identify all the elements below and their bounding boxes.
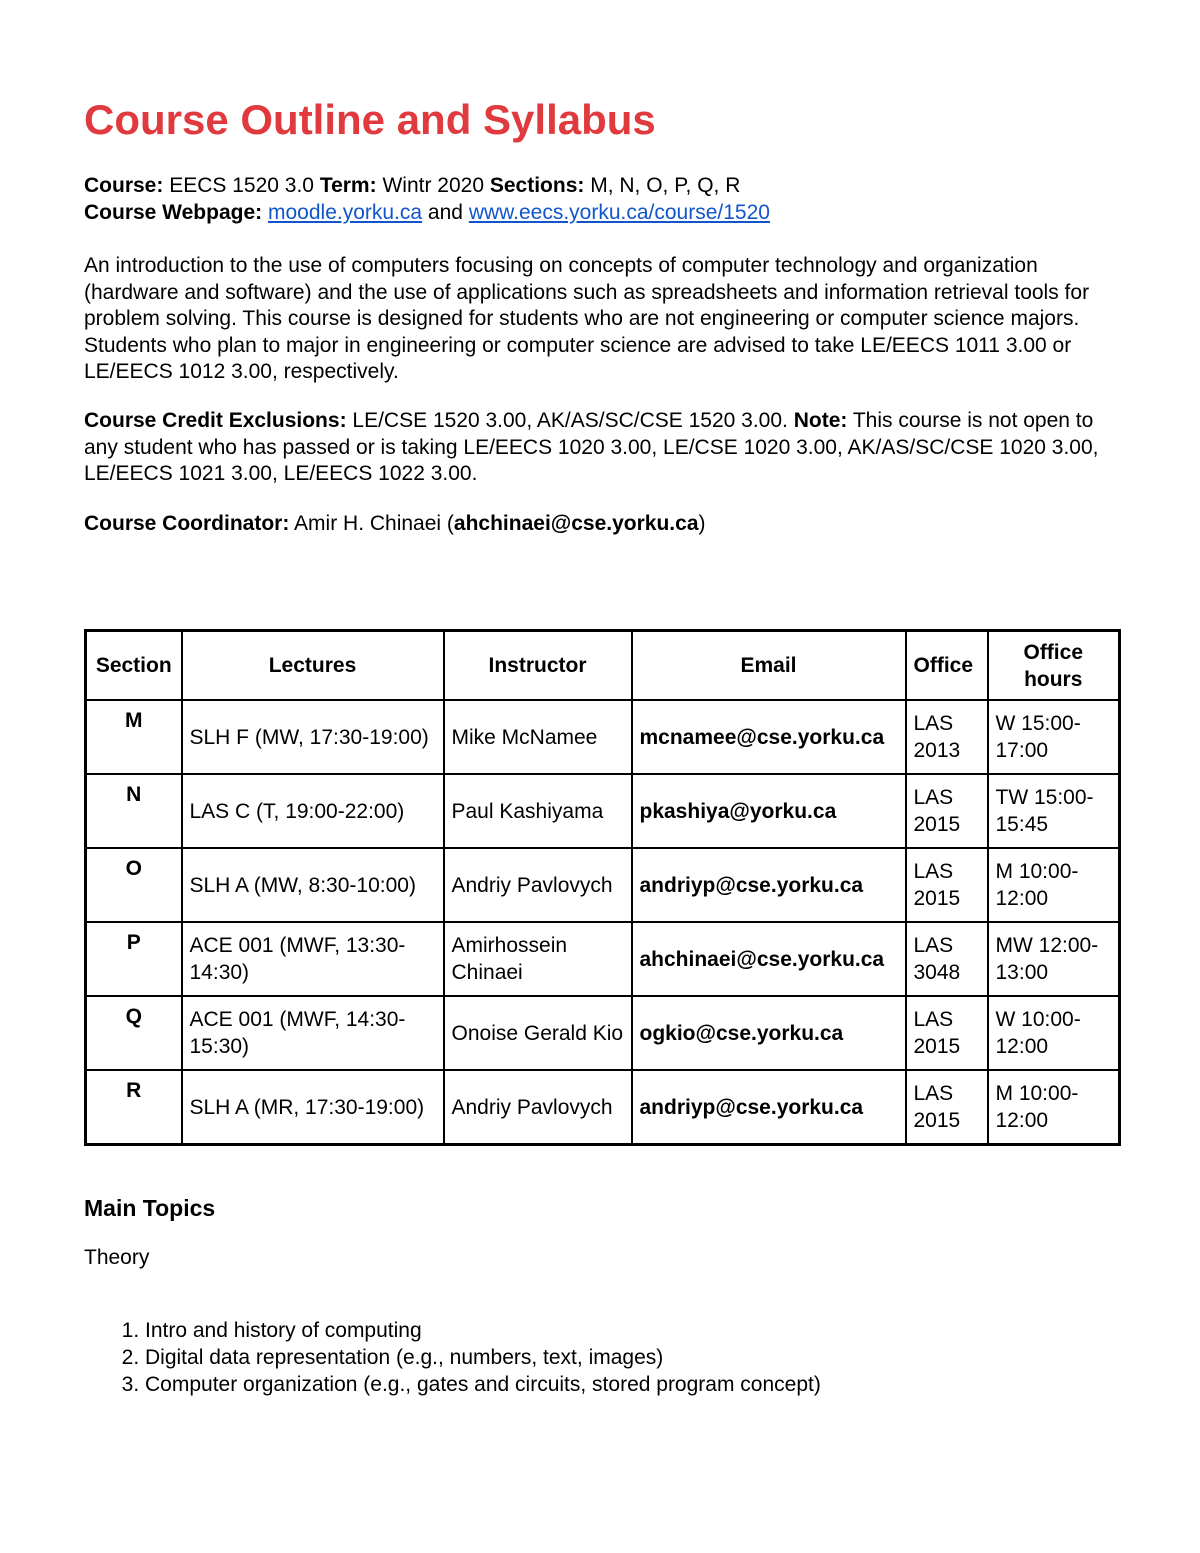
cell-instructor: Andriy Pavlovych bbox=[444, 848, 632, 922]
table-row bbox=[86, 922, 1120, 996]
list-item: 2. Digital data representation (e.g., numbers, text, images) bbox=[145, 1344, 821, 1371]
coordinator-name: Amir H. Chinaei ( bbox=[294, 512, 454, 535]
cell-office: LAS 2015 bbox=[906, 774, 988, 848]
list-item: 3. Computer organization (e.g., gates and circuits, stored program concept) bbox=[145, 1371, 821, 1398]
table-row bbox=[86, 1070, 1120, 1145]
cell-email: andriyp@cse.yorku.ca bbox=[632, 848, 906, 922]
course-info-line bbox=[84, 172, 770, 199]
cell-lectures: SLH A (MR, 17:30-19:00) bbox=[182, 1070, 444, 1145]
main-topics-heading: Main Topics bbox=[84, 1195, 216, 1221]
table-row bbox=[86, 774, 1120, 848]
cell-email: ahchinaei@cse.yorku.ca bbox=[632, 922, 906, 996]
coordinator-email: ahchinaei@cse.yorku.ca bbox=[453, 512, 699, 535]
cell-instructor: Andriy Pavlovych bbox=[444, 1070, 632, 1145]
cell-section: P bbox=[86, 922, 182, 996]
cell-office-hours: W 15:00-17:00 bbox=[988, 700, 1120, 774]
header-instructor: Instructor bbox=[444, 631, 632, 701]
exclusions-value: LE/CSE 1520 3.00, AK/AS/SC/CSE 1520 3.00. bbox=[352, 409, 788, 432]
credit-exclusions bbox=[84, 408, 1118, 488]
cell-office-hours: M 10:00-12:00 bbox=[988, 848, 1120, 922]
course-description: An introduction to the use of computers focusing on concepts of computer technology and organization (hardware and software) and the use of applications such as spreadsheets and information retrieval tools for problem solving. This course is designed for students who are not engineering or computer science majors. Students who plan to major in engineering or computer science are advised to take LE/EECS 1011 3.00 or LE/EECS 1012 3.00, respectively. bbox=[84, 254, 1090, 383]
page-title: Course Outline and Syllabus bbox=[84, 96, 656, 143]
theory-subheading: Theory bbox=[84, 1246, 150, 1269]
main-topics-section bbox=[84, 1195, 215, 1222]
table-header-row bbox=[86, 631, 1120, 701]
cell-section: O bbox=[86, 848, 182, 922]
cell-office: LAS 2015 bbox=[906, 1070, 988, 1145]
coordinator-close: ) bbox=[698, 512, 706, 535]
cell-office: LAS 3048 bbox=[906, 922, 988, 996]
cell-section: R bbox=[86, 1070, 182, 1145]
cell-lectures: SLH A (MW, 8:30-10:00) bbox=[182, 848, 444, 922]
cell-section: Q bbox=[86, 996, 182, 1070]
cell-office: LAS 2015 bbox=[906, 996, 988, 1070]
table-row bbox=[86, 700, 1120, 774]
cell-office-hours: MW 12:00-13:00 bbox=[988, 922, 1120, 996]
header-office: Office bbox=[906, 631, 988, 701]
coordinator-label: Course Coordinator: bbox=[84, 512, 290, 535]
cell-section: N bbox=[86, 774, 182, 848]
cell-instructor: Amirhossein Chinaei bbox=[444, 922, 632, 996]
note-text: This course is not open to any student who has passed or is taking LE/EECS 1020 3.00, LE/CSE 1020 3.00, AK/AS/SC/CSE 1020 3.00, LE/EECS 1021 3.00, LE/EECS 1022 3.00. bbox=[84, 409, 1099, 485]
term-value: Wintr 2020 bbox=[382, 174, 484, 197]
cell-lectures: ACE 001 (MWF, 14:30-15:30) bbox=[182, 996, 444, 1070]
moodle-link[interactable]: moodle.yorku.ca bbox=[268, 201, 423, 224]
cell-lectures: LAS C (T, 19:00-22:00) bbox=[182, 774, 444, 848]
sections-table bbox=[84, 629, 1121, 1146]
term-label: Term: bbox=[319, 174, 377, 197]
note-label: Note: bbox=[793, 409, 848, 432]
sections-label: Sections: bbox=[489, 174, 585, 197]
cell-office: LAS 2013 bbox=[906, 700, 988, 774]
course-coordinator bbox=[84, 510, 706, 537]
topics-list bbox=[84, 1317, 821, 1398]
course-website-link[interactable]: www.eecs.yorku.ca/course/1520 bbox=[468, 201, 770, 224]
sections-value: M, N, O, P, Q, R bbox=[590, 174, 741, 197]
cell-office: LAS 2015 bbox=[906, 848, 988, 922]
cell-lectures: SLH F (MW, 17:30-19:00) bbox=[182, 700, 444, 774]
course-value: EECS 1520 3.0 bbox=[169, 174, 314, 197]
header-lectures: Lectures bbox=[182, 631, 444, 701]
cell-office-hours: TW 15:00-15:45 bbox=[988, 774, 1120, 848]
cell-email: pkashiya@yorku.ca bbox=[632, 774, 906, 848]
list-item: 1. Intro and history of computing bbox=[145, 1317, 821, 1344]
cell-office-hours: W 10:00-12:00 bbox=[988, 996, 1120, 1070]
cell-section: M bbox=[86, 700, 182, 774]
cell-instructor: Paul Kashiyama bbox=[444, 774, 632, 848]
and-text: and bbox=[427, 201, 463, 224]
webpage-label: Course Webpage: bbox=[84, 201, 263, 224]
cell-instructor: Onoise Gerald Kio bbox=[444, 996, 632, 1070]
course-meta bbox=[84, 172, 770, 226]
cell-email: andriyp@cse.yorku.ca bbox=[632, 1070, 906, 1145]
cell-email: ogkio@cse.yorku.ca bbox=[632, 996, 906, 1070]
cell-lectures: ACE 001 (MWF, 13:30-14:30) bbox=[182, 922, 444, 996]
header-section: Section bbox=[86, 631, 182, 701]
exclusions-label: Course Credit Exclusions: bbox=[84, 409, 347, 432]
course-webpage-line bbox=[84, 199, 770, 226]
header-office-hours: Office hours bbox=[988, 631, 1120, 701]
table-row bbox=[86, 848, 1120, 922]
header-email: Email bbox=[632, 631, 906, 701]
course-label: Course: bbox=[84, 174, 164, 197]
table-row bbox=[86, 996, 1120, 1070]
cell-email: mcnamee@cse.yorku.ca bbox=[632, 700, 906, 774]
cell-office-hours: M 10:00-12:00 bbox=[988, 1070, 1120, 1145]
cell-instructor: Mike McNamee bbox=[444, 700, 632, 774]
